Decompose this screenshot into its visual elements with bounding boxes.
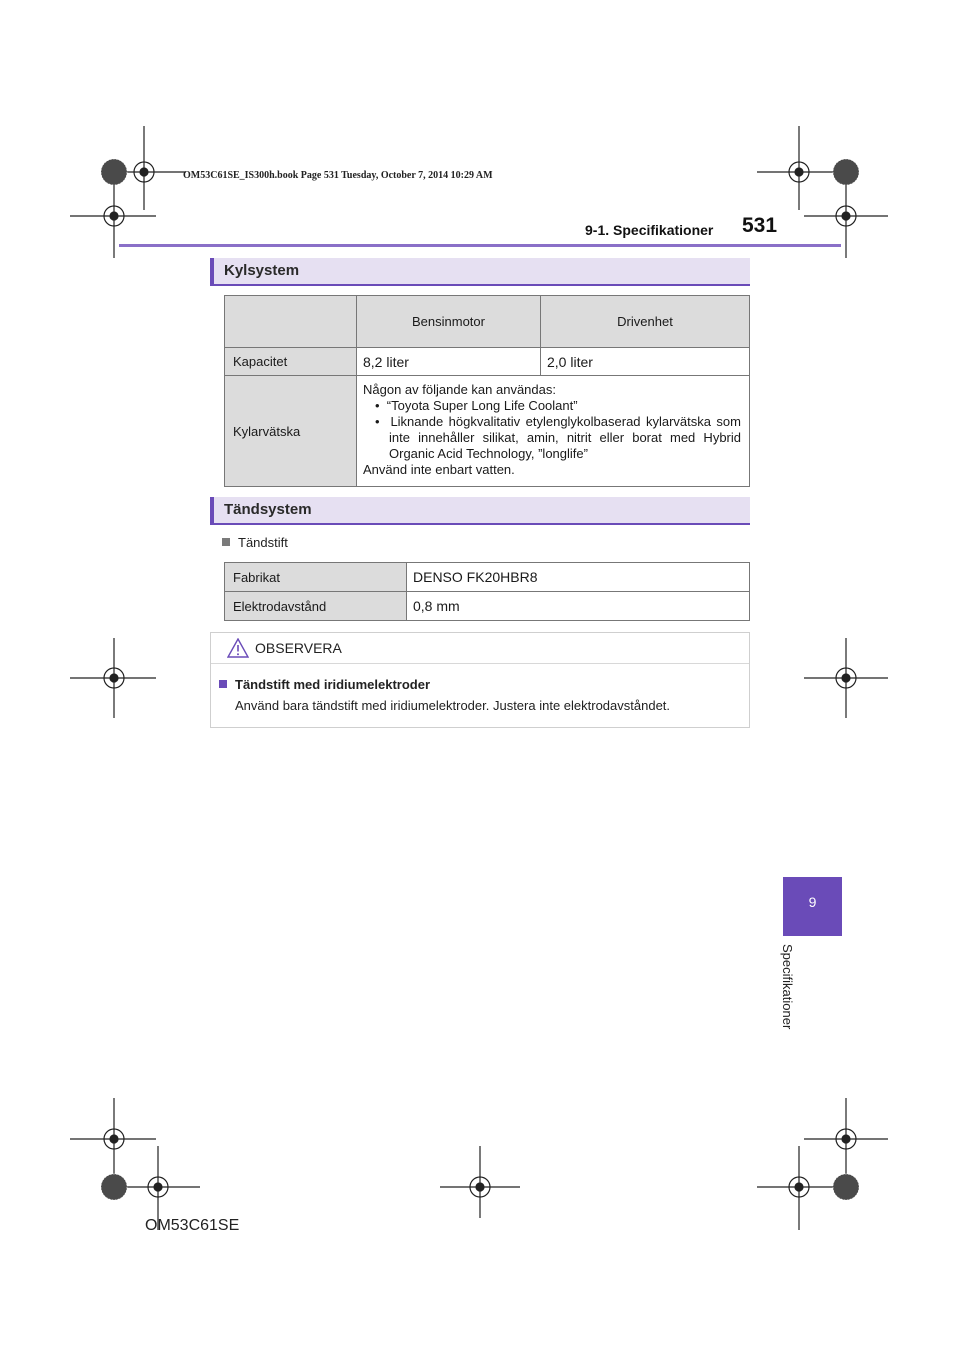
footer-code: OM53C61SE [145,1217,240,1234]
cooling-table [224,295,750,487]
cooling-section-title: Kylsystem [210,258,750,286]
electrode-gap-value: 0,8 mm [407,592,750,621]
page-number: 531 [742,214,778,237]
coolant-note: Använd inte enbart vatten. [363,462,515,477]
warning-triangle-icon [227,638,249,658]
capacity-drive-value: 2,0 liter [541,348,750,376]
crosshair-mark-icon [70,1098,156,1180]
spark-plug-heading [222,535,288,550]
spark-plug-heading-text: Tändstift [238,535,288,550]
spark-plug-table [224,562,750,621]
coolant-item: Liknande högkvalitativ etylenglykolbaserad kylarvätska som inte innehåller silikat, amin, nitrit eller borat med Hybrid Organic Acid Technology, ”longlife” [389,414,741,461]
coolant-description [357,376,750,487]
capacity-label: Kapacitet [225,348,357,376]
crosshair-mark-icon [757,1146,841,1230]
table-row [225,296,750,348]
crosshair-mark-icon [440,1146,520,1218]
notice-title: OBSERVERA [255,640,342,656]
notice-box [210,632,750,728]
notice-text: Använd bara tändstift med iridiumelektroder. Justera inte elektrodavståndet. [235,698,671,713]
chapter-tab: 9 [783,877,842,936]
chapter-label: Specifikationer [780,944,795,1030]
table-header-cell [225,296,357,348]
table-header-cell: Drivenhet [541,296,750,348]
notice-subheading [219,677,430,692]
notice-subheading-text: Tändstift med iridiumelektroder [235,677,431,692]
notice-header [211,633,749,664]
crosshair-mark-icon [804,1098,888,1180]
book-info: OM53C61SE_IS300h.book Page 531 Tuesday, October 7, 2014 10:29 AM [183,170,493,181]
section-heading: 9-1. Specifikationer [585,222,714,238]
coolant-label: Kylarvätska [225,376,357,487]
table-row [225,348,750,376]
electrode-gap-label: Elektrodavstånd [225,592,407,621]
crosshair-mark-icon [757,126,841,210]
table-row [225,592,750,621]
starburst-mark-icon [101,159,127,185]
ignition-section-title: Tändsystem [210,497,750,525]
coolant-intro: Någon av följande kan användas: [363,382,556,397]
coolant-item: “Toyota Super Long Life Coolant” [386,398,578,413]
list-item: • Liknande högkvalitativ etylenglykolbaserad kylarvätska som inte innehåller silikat, amin, nitrit eller borat med Hybrid Organic Acid Technology, ”longlife” [375,414,741,461]
square-bullet-icon [222,538,230,546]
header-rule [119,244,841,247]
brand-value: DENSO FK20HBR8 [407,563,750,592]
starburst-mark-icon [833,159,859,185]
crosshair-mark-icon [70,638,156,718]
crosshair-mark-icon [804,638,888,718]
list-item: • “Toyota Super Long Life Coolant” [375,398,578,413]
table-row [225,376,750,487]
square-bullet-icon [219,680,227,688]
table-row [225,563,750,592]
table-header-cell: Bensinmotor [357,296,541,348]
starburst-mark-icon [101,1174,127,1200]
starburst-mark-icon [833,1174,859,1200]
capacity-engine-value: 8,2 liter [357,348,541,376]
brand-label: Fabrikat [225,563,407,592]
